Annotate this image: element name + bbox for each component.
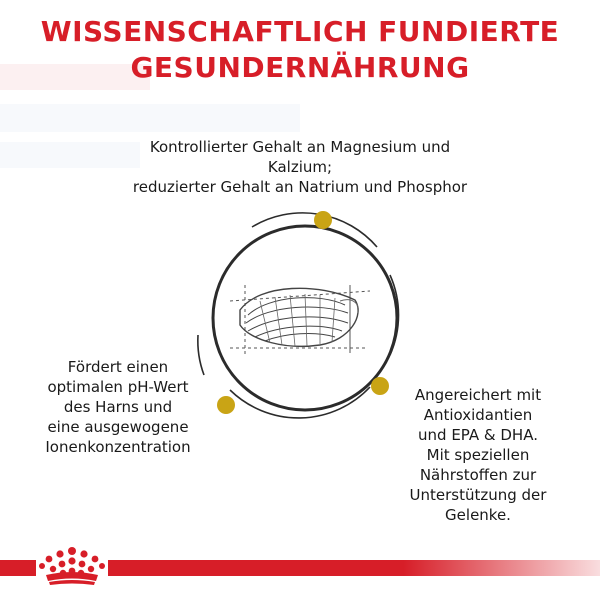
feature-left-line: Fördert einen xyxy=(67,358,169,376)
feature-top-line: Kalzium; xyxy=(267,158,333,176)
feature-top-line: reduzierter Gehalt an Natrium und Phosphor xyxy=(132,178,468,196)
headline xyxy=(0,14,600,86)
feature-top xyxy=(130,137,470,197)
gold-dot-top xyxy=(314,211,332,229)
feature-right-line: Mit speziellen xyxy=(426,446,530,464)
feature-left-line: eine ausgewogene xyxy=(47,418,189,436)
kibble-diagram xyxy=(190,205,420,425)
gold-dot-right xyxy=(371,377,389,395)
headline-line-1: WISSENSCHAFTLICH FUNDIERTE xyxy=(40,15,560,48)
headline-line-2: GESUNDERNÄHRUNG xyxy=(130,51,470,84)
gold-dot-left xyxy=(217,396,235,414)
footer-bar-left xyxy=(0,560,36,576)
feature-right-line: Antioxidantien xyxy=(423,406,533,424)
footer-bar-right xyxy=(108,560,600,576)
feature-right-line: Nährstoffen zur xyxy=(419,466,537,484)
feature-left xyxy=(28,357,208,457)
feature-left-line: des Harns und xyxy=(63,398,173,416)
royal-crown-logo xyxy=(38,545,106,587)
feature-right xyxy=(398,385,558,525)
feature-left-line: Ionenkonzentration xyxy=(45,438,191,456)
kibble-sketch-icon xyxy=(230,285,370,355)
feature-right-line: Angereichert mit xyxy=(414,386,542,404)
feature-right-line: Gelenke. xyxy=(445,506,511,524)
feature-right-line: Unterstützung der xyxy=(409,486,547,504)
feature-right-line: und EPA & DHA. xyxy=(418,426,538,444)
feature-top-line: Kontrollierter Gehalt an Magnesium und xyxy=(149,138,451,156)
feature-left-line: optimalen pH-Wert xyxy=(47,378,189,396)
